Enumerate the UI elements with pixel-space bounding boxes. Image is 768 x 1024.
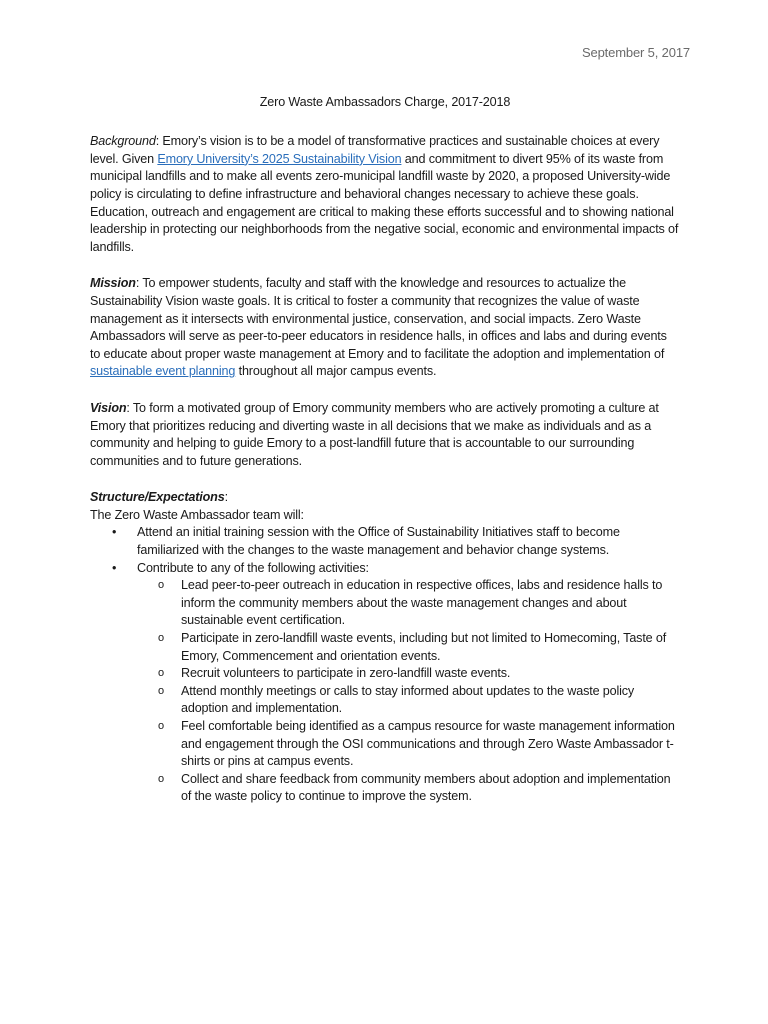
list-item-text: Feel comfortable being identified as a campus resource for waste management information and engagement through the OSI communications and through Zero Waste Ambassador t-shirts or pins at campus events. <box>181 719 675 769</box>
list-item-text: Recruit volunteers to participate in zero-landfill waste events. <box>181 666 511 681</box>
list-item <box>137 718 680 771</box>
list-item <box>137 630 680 665</box>
mission-sep: : <box>135 276 143 291</box>
vision-paragraph <box>90 400 680 470</box>
list-item-text: Collect and share feedback from community members about adoption and implementation of the waste policy to continue to improve the system. <box>181 771 671 804</box>
structure-intro: The Zero Waste Ambassador team will: <box>90 507 304 522</box>
structure-label: Structure/Expectations <box>90 490 225 505</box>
list-item <box>137 771 680 806</box>
document-title: Zero Waste Ambassadors Charge, 2017-2018 <box>259 94 511 109</box>
sustainable-event-planning-link[interactable]: sustainable event planning <box>90 364 236 379</box>
vision-sep: : <box>126 400 133 415</box>
mission-text-before: To empower students, faculty and staff with the knowledge and resources to actualize the Sustainability Vision waste goals. It is critical to foster a community that recognizes the value of waste management as it intersects with environmental justice, conservation, and social impacts. Zero Waste Ambassadors will serve as peer-to-peer educators in residence halls, in offices and labs and during events to educate about proper waste management at Emory and to facilitate the adoption and implementation of <box>90 276 667 361</box>
structure-heading <box>90 489 680 507</box>
structure-sep: : <box>224 490 228 505</box>
list-item-text: Attend an initial training session with the Office of Sustainability Initiatives staff to become familiarized with the changes to the waste management and behavior change systems. <box>137 525 620 558</box>
vision-text: To form a motivated group of Emory community members who are actively promoting a culture at Emory that prioritizes reducing and diverting waste in all decisions that we make as individuals and as a community and helping to guide Emory to a post-landfill future that is accountable to our surrounding communities and to future generations. <box>90 400 659 468</box>
list-item <box>137 665 680 683</box>
mission-paragraph <box>90 275 680 381</box>
vision-label: Vision <box>90 400 127 415</box>
activities-list <box>137 577 680 806</box>
mission-text-after: throughout all major campus events. <box>235 364 437 379</box>
background-sep: : <box>155 134 163 149</box>
background-label: Background <box>90 134 156 149</box>
document-date: September 5, 2017 <box>581 45 690 60</box>
background-paragraph <box>90 133 680 256</box>
list-item-text: Participate in zero-landfill waste events, including but not limited to Homecoming, Taste of Emory, Commencement and orientation events. <box>181 631 667 663</box>
list-item <box>137 577 680 630</box>
list-item-text: Contribute to any of the following activities: <box>137 560 369 575</box>
background-text-before: Emory’s vision is to be a model of transformative practices and sustainable choices at every level. Given <box>90 134 660 166</box>
mission-label: Mission <box>90 276 136 291</box>
list-item <box>137 683 680 718</box>
list-item <box>90 524 680 559</box>
list-item-text: Attend monthly meetings or calls to stay informed about updates to the waste policy adoption and implementation. <box>181 683 635 716</box>
list-item <box>90 560 680 806</box>
sustainability-vision-link[interactable]: Emory University’s 2025 Sustainability Vision <box>157 151 402 166</box>
list-item-text: Lead peer-to-peer outreach in education in respective offices, labs and residence halls to inform the community members about the waste management changes and about sustainable event certification. <box>181 578 663 628</box>
expectations-list <box>90 524 680 806</box>
background-text-after: and commitment to divert 95% of its waste from municipal landfills and to make all events zero-municipal landfill waste by 2020, a proposed University-wide policy is circulating to define infrastructure and behavioral changes necessary to achieve these goals. Education, outreach and engagement are critical to making these efforts successful and to showing national leadership in protecting our neighborhoods from the negative social, economic and environmental impacts of landfills. <box>90 151 679 254</box>
